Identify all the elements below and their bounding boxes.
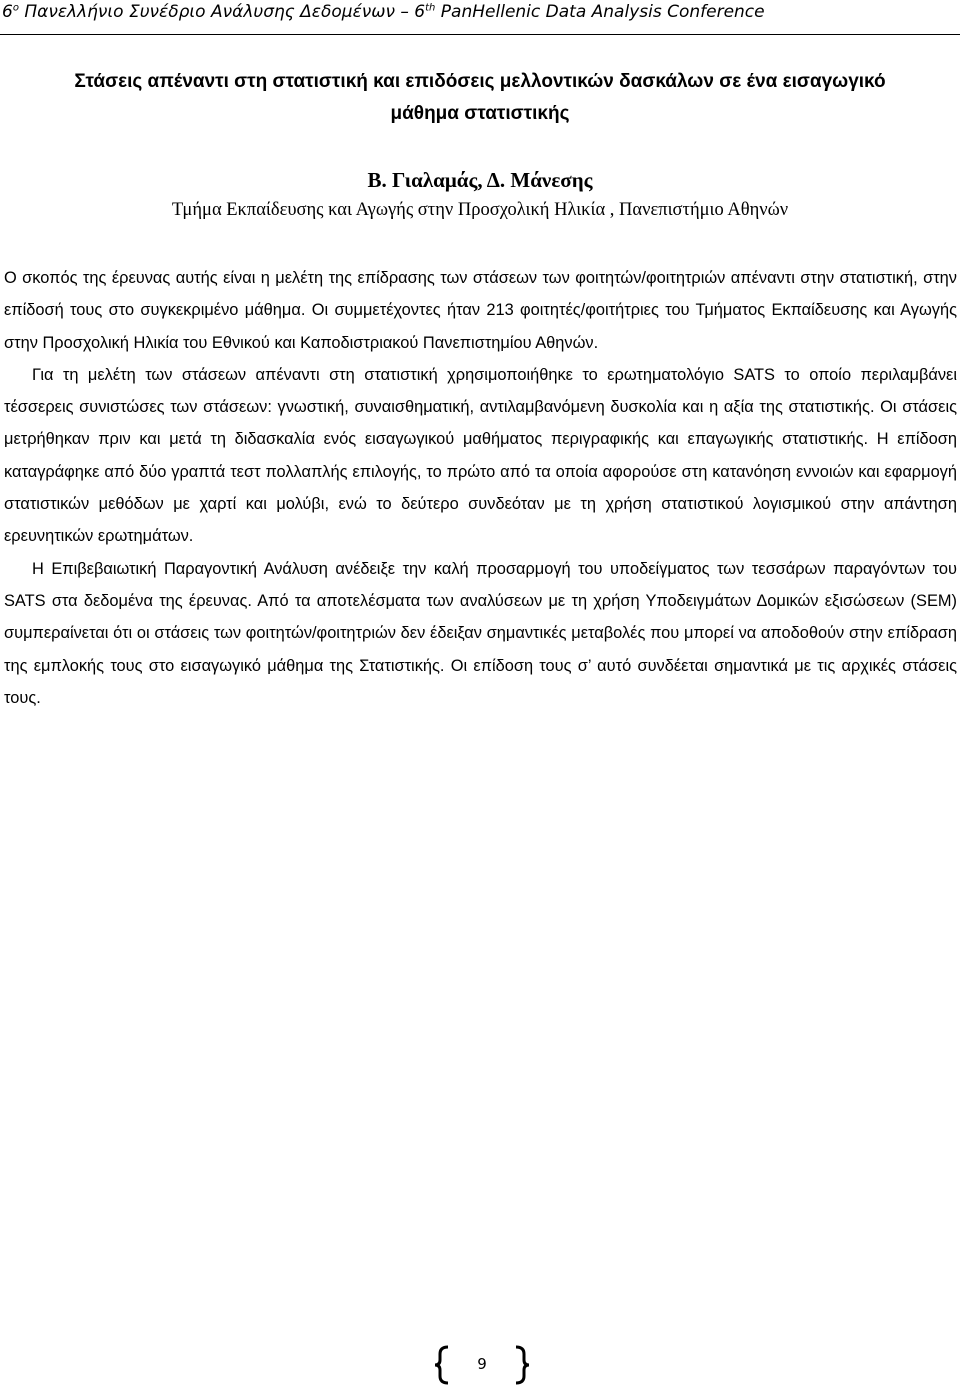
header-ordinal: 6 xyxy=(2,2,13,22)
header-divider xyxy=(0,34,960,35)
paper-affiliation: Τμήμα Εκπαίδευσης και Αγωγής στην Προσχολική Ηλικία , Πανεπιστήμιο Αθηνών xyxy=(171,200,789,220)
abstract-paragraph-2: Για τη μελέτη των στάσεων απέναντι στη στατιστική χρησιμοποιήθηκε το ερωτηματολόγιο SATS το οποίο περιλαμβάνει τέσσερεις συνιστώσες των στάσεων: γνωστική, συναισθηματική, αντιλαμβανόμενη δυσκολία και η αξία της στατιστικής. Οι στάσεις μετρήθηκαν πριν και μετά τη διδασκαλία ενός εισαγωγικού μαθήματος περιγραφικής και επαγωγικής στατιστικής. Η επίδοση καταγράφηκε από δύο γραπτά τεστ πολλαπλής επιλογής, το πρώτο από τα οποία αφορούσε στη κατανόηση εννοιών και εφαρμογή στατιστικών μεθόδων με χαρτί και μολύβι, ενώ το δεύτερο συνδεόταν με τη χρήση στατιστικού λογισμικού στην απάντηση ερευνητικών ερωτημάτων. xyxy=(4,365,957,546)
abstract-body xyxy=(4,262,957,714)
page-footer xyxy=(434,1345,530,1385)
paper-title-line-1: Στάσεις απέναντι στη στατιστική και επιδόσεις μελλοντικών δασκάλων σε ένα εισαγωγικό xyxy=(74,71,886,92)
page-number: 9 xyxy=(477,1355,487,1373)
header-english-title: PanHellenic Data Analysis Conference xyxy=(435,2,765,22)
paper-authors: Β. Γιαλαμάς, Δ. Μάνεσης xyxy=(367,168,593,192)
header-greek-title: Πανελλήνιο Συνέδριο Ανάλυσης Δεδομένων – 6 xyxy=(18,2,426,22)
abstract-paragraph-3: Η Επιβεβαιωτική Παραγοντική Ανάλυση ανέδειξε την καλή προσαρμογή του υποδείγματος των τεσσάρων παραγόντων του SATS στα δεδομένα της έρευνας. Από τα αποτελέσματα των αναλύσεων με τη χρήση Υποδειγμάτων Δομικών εξισώσεων (SEM) συμπεραίνεται ότι οι στάσεις των φοιτητών/φοιτητριών δεν έδειξαν σημαντικές μεταβολές που μπορεί να αποδοθούν στην επίδραση της εμπλοκής τους στο εισαγωγικό μάθημα της Στατιστικής. Οι επίδοση τους σ’ αυτό συνδέεται σημαντικά με τις αρχικές στάσεις τους. xyxy=(4,559,957,707)
paper-title xyxy=(0,66,960,130)
paper-title-line-2: μάθημα στατιστικής xyxy=(390,103,570,124)
header-th-superscript: th xyxy=(425,2,436,14)
header-ordinal-superscript: ο xyxy=(12,2,19,14)
conference-header xyxy=(2,2,765,22)
abstract-paragraph-1: Ο σκοπός της έρευνας αυτής είναι η μελέτη της επίδρασης των στάσεων των φοιτητών/φοιτητριών απέναντι στην στατιστική, στην επίδοσή τους στο συγκεκριμένο μάθημα. Οι συμμετέχοντες ήταν 213 φοιτητές/φοιτήτριες του Τμήματος Εκπαίδευσης και Αγωγής στην Προσχολική Ηλικία του Εθνικού και Καποδιστριακού Πανεπιστημίου Αθηνών. xyxy=(4,269,957,352)
